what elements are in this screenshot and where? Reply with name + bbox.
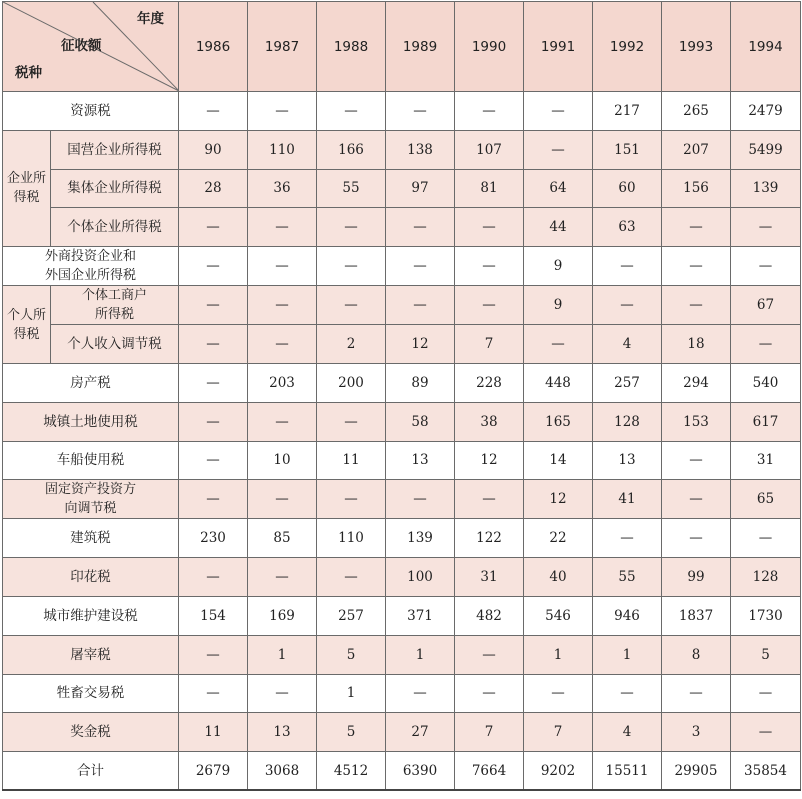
value-cell: 41 — [593, 480, 662, 519]
value-cell: 2679 — [179, 752, 248, 791]
value-cell: — — [731, 325, 801, 364]
table-row — [3, 752, 801, 791]
value-cell: — — [317, 92, 386, 131]
value-cell: — — [248, 92, 317, 131]
value-cell: — — [179, 286, 248, 325]
value-cell: 4512 — [317, 752, 386, 791]
value-cell: 40 — [524, 558, 593, 597]
value-cell: 9 — [524, 247, 593, 286]
tax-type-label: 外商投资企业和外国企业所得税 — [3, 247, 179, 286]
value-cell: — — [455, 92, 524, 131]
value-cell: 203 — [248, 363, 317, 402]
value-cell: — — [179, 363, 248, 402]
table-row — [3, 558, 801, 597]
value-cell: — — [248, 674, 317, 713]
value-cell: — — [662, 480, 731, 519]
value-cell: 617 — [731, 402, 801, 441]
value-cell: — — [179, 558, 248, 597]
value-cell: — — [593, 519, 662, 558]
value-cell: 371 — [386, 596, 455, 635]
value-cell: 110 — [248, 130, 317, 169]
value-cell: 230 — [179, 519, 248, 558]
value-cell: 257 — [593, 363, 662, 402]
value-cell: — — [317, 402, 386, 441]
header-row — [3, 2, 801, 92]
value-cell: 60 — [593, 169, 662, 208]
table-row — [3, 208, 801, 247]
value-cell: 9202 — [524, 752, 593, 791]
value-cell: 12 — [386, 325, 455, 364]
value-cell: 5 — [731, 635, 801, 674]
value-cell: — — [524, 674, 593, 713]
value-cell: — — [248, 402, 317, 441]
value-cell: 257 — [317, 596, 386, 635]
value-cell: — — [662, 519, 731, 558]
table-row — [3, 247, 801, 286]
value-cell: — — [455, 247, 524, 286]
value-cell: 27 — [386, 713, 455, 752]
value-cell: 29905 — [662, 752, 731, 791]
table-row — [3, 92, 801, 131]
value-cell: 1 — [593, 635, 662, 674]
value-cell: — — [593, 674, 662, 713]
value-cell: 3068 — [248, 752, 317, 791]
value-cell: — — [524, 325, 593, 364]
value-cell: 107 — [455, 130, 524, 169]
value-cell: 139 — [731, 169, 801, 208]
value-cell: — — [731, 674, 801, 713]
value-cell: — — [248, 286, 317, 325]
value-cell: 36 — [248, 169, 317, 208]
value-cell: — — [179, 480, 248, 519]
value-cell: 35854 — [731, 752, 801, 791]
year-header: 1991 — [524, 2, 593, 92]
tax-type-label: 个体企业所得税 — [51, 208, 179, 247]
value-cell: 200 — [317, 363, 386, 402]
tax-type-label: 城镇土地使用税 — [3, 402, 179, 441]
value-cell: 153 — [662, 402, 731, 441]
value-cell: 151 — [593, 130, 662, 169]
tax-type-label: 车船使用税 — [3, 441, 179, 480]
value-cell: — — [455, 480, 524, 519]
table-row — [3, 169, 801, 208]
year-header: 1990 — [455, 2, 524, 92]
value-cell: — — [731, 519, 801, 558]
value-cell: — — [662, 441, 731, 480]
year-header: 1986 — [179, 2, 248, 92]
table-row — [3, 635, 801, 674]
tax-type-label: 资源税 — [3, 92, 179, 131]
value-cell: 482 — [455, 596, 524, 635]
value-cell: 67 — [731, 286, 801, 325]
value-cell: 5 — [317, 713, 386, 752]
value-cell: 11 — [179, 713, 248, 752]
value-cell: 15511 — [593, 752, 662, 791]
value-cell: 5499 — [731, 130, 801, 169]
year-header: 1992 — [593, 2, 662, 92]
value-cell: — — [248, 558, 317, 597]
value-cell: — — [386, 92, 455, 131]
value-cell: — — [524, 92, 593, 131]
value-cell: 100 — [386, 558, 455, 597]
year-header: 1988 — [317, 2, 386, 92]
value-cell: 13 — [248, 713, 317, 752]
value-cell: 63 — [593, 208, 662, 247]
value-cell: 13 — [386, 441, 455, 480]
value-cell: 44 — [524, 208, 593, 247]
value-cell: 166 — [317, 130, 386, 169]
table-row — [3, 402, 801, 441]
value-cell: — — [524, 130, 593, 169]
value-cell: 55 — [317, 169, 386, 208]
value-cell: 99 — [662, 558, 731, 597]
value-cell: — — [386, 247, 455, 286]
corner-kind-label: 税种 — [15, 65, 42, 81]
value-cell: — — [179, 325, 248, 364]
value-cell: 294 — [662, 363, 731, 402]
value-cell: — — [455, 635, 524, 674]
table-row — [3, 596, 801, 635]
tax-type-label: 屠宰税 — [3, 635, 179, 674]
value-cell: 1730 — [731, 596, 801, 635]
value-cell: 12 — [455, 441, 524, 480]
value-cell: 14 — [524, 441, 593, 480]
value-cell: 1837 — [662, 596, 731, 635]
value-cell: — — [593, 286, 662, 325]
value-cell: 7 — [524, 713, 593, 752]
value-cell: 11 — [317, 441, 386, 480]
tax-type-label: 奖金税 — [3, 713, 179, 752]
group-personal-income-tax: 个人所得税 — [3, 286, 51, 364]
value-cell: 31 — [455, 558, 524, 597]
tax-type-label: 个人收入调节税 — [51, 325, 179, 364]
tax-type-label: 集体企业所得税 — [51, 169, 179, 208]
value-cell: — — [455, 286, 524, 325]
corner-year-label: 年度 — [137, 11, 164, 27]
value-cell: — — [455, 208, 524, 247]
value-cell: — — [386, 480, 455, 519]
value-cell: 22 — [524, 519, 593, 558]
value-cell: — — [662, 286, 731, 325]
value-cell: — — [179, 208, 248, 247]
value-cell: 228 — [455, 363, 524, 402]
value-cell: 546 — [524, 596, 593, 635]
value-cell: — — [179, 441, 248, 480]
value-cell: — — [179, 635, 248, 674]
table-row — [3, 363, 801, 402]
value-cell: 165 — [524, 402, 593, 441]
value-cell: — — [317, 480, 386, 519]
value-cell: 7664 — [455, 752, 524, 791]
value-cell: — — [179, 247, 248, 286]
table-row — [3, 713, 801, 752]
table-row — [3, 674, 801, 713]
value-cell: — — [179, 674, 248, 713]
value-cell: — — [248, 247, 317, 286]
value-cell: — — [248, 480, 317, 519]
value-cell: 9 — [524, 286, 593, 325]
value-cell: 38 — [455, 402, 524, 441]
value-cell: 265 — [662, 92, 731, 131]
value-cell: 13 — [593, 441, 662, 480]
table-row — [3, 441, 801, 480]
value-cell: 4 — [593, 713, 662, 752]
tax-type-label: 房产税 — [3, 363, 179, 402]
tax-type-label: 印花税 — [3, 558, 179, 597]
value-cell: — — [179, 92, 248, 131]
table-row — [3, 130, 801, 169]
value-cell: 154 — [179, 596, 248, 635]
value-cell: 4 — [593, 325, 662, 364]
value-cell: 156 — [662, 169, 731, 208]
table-row — [3, 480, 801, 519]
value-cell: 55 — [593, 558, 662, 597]
value-cell: 110 — [317, 519, 386, 558]
value-cell: — — [317, 208, 386, 247]
value-cell: — — [317, 286, 386, 325]
value-cell: — — [386, 286, 455, 325]
year-header: 1989 — [386, 2, 455, 92]
value-cell: — — [455, 674, 524, 713]
value-cell: 128 — [731, 558, 801, 597]
tax-type-label: 城市维护建设税 — [3, 596, 179, 635]
table-body — [3, 92, 801, 791]
corner-amount-label: 征收额 — [61, 38, 102, 54]
value-cell: 8 — [662, 635, 731, 674]
value-cell: 7 — [455, 325, 524, 364]
value-cell: — — [731, 208, 801, 247]
tax-type-label: 合计 — [3, 752, 179, 791]
value-cell: 90 — [179, 130, 248, 169]
value-cell: 18 — [662, 325, 731, 364]
value-cell: 64 — [524, 169, 593, 208]
table-row — [3, 325, 801, 364]
year-header: 1993 — [662, 2, 731, 92]
value-cell: — — [248, 208, 317, 247]
value-cell: 207 — [662, 130, 731, 169]
value-cell: — — [317, 558, 386, 597]
tax-table-container — [2, 1, 800, 791]
value-cell: 7 — [455, 713, 524, 752]
value-cell: 65 — [731, 480, 801, 519]
value-cell: 122 — [455, 519, 524, 558]
value-cell: 1 — [524, 635, 593, 674]
value-cell: 3 — [662, 713, 731, 752]
value-cell: — — [662, 674, 731, 713]
value-cell: 81 — [455, 169, 524, 208]
value-cell: 946 — [593, 596, 662, 635]
value-cell: 89 — [386, 363, 455, 402]
value-cell: — — [593, 247, 662, 286]
value-cell: — — [731, 247, 801, 286]
value-cell: 58 — [386, 402, 455, 441]
value-cell: — — [662, 208, 731, 247]
value-cell: 10 — [248, 441, 317, 480]
year-header: 1987 — [248, 2, 317, 92]
value-cell: 12 — [524, 480, 593, 519]
tax-type-label: 国营企业所得税 — [51, 130, 179, 169]
value-cell: 217 — [593, 92, 662, 131]
value-cell: — — [317, 247, 386, 286]
value-cell: 540 — [731, 363, 801, 402]
value-cell: 28 — [179, 169, 248, 208]
value-cell: 138 — [386, 130, 455, 169]
table-row — [3, 286, 801, 325]
value-cell: — — [179, 402, 248, 441]
value-cell: — — [731, 713, 801, 752]
value-cell: 139 — [386, 519, 455, 558]
tax-type-label: 个体工商户所得税 — [51, 286, 179, 325]
tax-revenue-table — [2, 1, 801, 791]
value-cell: 2 — [317, 325, 386, 364]
value-cell: 128 — [593, 402, 662, 441]
value-cell: 5 — [317, 635, 386, 674]
year-header: 1994 — [731, 2, 801, 92]
value-cell: 6390 — [386, 752, 455, 791]
value-cell: 31 — [731, 441, 801, 480]
value-cell: — — [386, 208, 455, 247]
value-cell: 97 — [386, 169, 455, 208]
group-enterprise-income-tax: 企业所得税 — [3, 130, 51, 246]
table-row — [3, 519, 801, 558]
header-corner-cell — [3, 2, 179, 92]
value-cell: — — [248, 325, 317, 364]
tax-type-label: 建筑税 — [3, 519, 179, 558]
tax-type-label: 固定资产投资方向调节税 — [3, 480, 179, 519]
value-cell: 169 — [248, 596, 317, 635]
value-cell: 1 — [386, 635, 455, 674]
tax-type-label: 牲畜交易税 — [3, 674, 179, 713]
value-cell: 1 — [317, 674, 386, 713]
value-cell: 448 — [524, 363, 593, 402]
value-cell: 2479 — [731, 92, 801, 131]
value-cell: 85 — [248, 519, 317, 558]
value-cell: — — [386, 674, 455, 713]
value-cell: 1 — [248, 635, 317, 674]
value-cell: — — [662, 247, 731, 286]
